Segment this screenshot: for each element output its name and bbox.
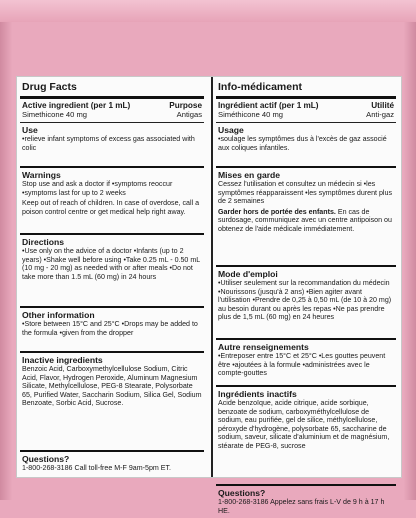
drug-facts-header: Drug Facts [20,79,204,99]
english-column [17,77,207,477]
active-ingredient-section [20,99,204,123]
directions-title: Directions [22,237,65,247]
french-column [211,77,399,515]
ingredients-inactifs-title: Ingrédients inactifs [218,389,297,399]
warning-stop-use: Stop use and ask a doctor if •symptoms reoccur •symptoms last for up to 2 weeks [22,180,173,197]
ingredients-inactifs-section [216,387,396,486]
other-info-text: •Store between 15°C and 25°C •Drops may be added to the formula •given from the dropper [22,320,198,337]
purpose-heading: Purpose [169,101,202,110]
utilite-heading: Utilité [371,101,394,110]
autre-renseignements-text: •Entreposer entre 15°C et 25°C •Les gouttes peuvent être •ajoutées à la formule •administrées avec le compte-gouttes [218,352,386,378]
use-section [20,123,204,168]
questions-fr-text: 1-800-268-3186 Appelez sans frais L-V de 9 h à 17 h HE. [218,498,385,515]
directions-section [20,235,204,308]
other-info-title: Other information [22,310,95,320]
usage-title: Usage [218,125,244,135]
questions-fr-section [216,486,396,518]
mises-en-garde-section [216,168,396,267]
inactive-ingredients-text: Benzoic Acid, Carboxymethylcellulose Sodium, Citric Acid, Flavor, Hydrogen Peroxide, Aluminum Magnesium Silicate, Methylcellulose, PEG-8 Stearate, Polysorbate 65, Purified Water, Saccharin Sodium, Silica Gel, Sodium Benzoate, Sorbic Acid, Sucrose. [22,365,202,408]
questions-title: Questions? [22,454,70,464]
box-top-flap [0,0,416,22]
directions-text: •Use only on the advice of a doctor •Infants (up to 2 years) •Shake well before using •Take 0.25 mL - 0.50 mL (10 mg - 20 mg) as needed with or after meals •Do not take more than 1.5 mL (60 mg) in 24 hours [22,247,200,281]
mises-en-garde-garder-title: Garder hors de portée des enfants. [218,207,336,216]
ingredient-actif-purpose: Anti-gaz [366,110,394,119]
mode-emploi-section [216,267,396,340]
mode-emploi-title: Mode d'emploi [218,269,278,279]
autre-renseignements-title: Autre renseignements [218,342,309,352]
warning-keep-out: Keep out of reach of children. In case of overdose, call a poison control centre or get medical help right away. [22,199,200,216]
active-ingredient-purpose: Antigas [176,110,202,119]
info-medicament-header: Info-médicament [216,79,396,99]
usage-text: •soulage les symptômes dus à l'excès de gaz associé aux coliques infantiles. [218,135,387,152]
mises-en-garde-garder-text: En cas de surdosage, communiquez avec un centre antipoison ou obtenez de l'aide médicale immédiatement. [218,207,392,233]
warnings-title: Warnings [22,170,61,180]
questions-section [20,452,204,476]
inactive-ingredients-title: Inactive ingredients [22,355,103,365]
active-ingredient-name: Simethicone 40 mg [22,110,88,119]
ingredients-inactifs-text: Acide benzoïque, acide citrique, acide sorbique, benzoate de sodium, carboxyméthylcellulose de sodium, eau purifiée, gel de silice, méthylcellulose, péroxyde d'hydrogène, polysorbate 65, saccharine de sodium, saveur, silicate d'aluminium et de magnésium, stéarate de PEG-8, sucrose [218,399,390,450]
use-title: Use [22,125,38,135]
other-info-section [20,308,204,353]
ingredient-actif-section [216,99,396,123]
active-ingredient-heading: Active ingredient (per 1 mL) [22,101,131,110]
mode-emploi-text: •Utiliser seulement sur la recommandation du médecin •Nourissons (jusqu'à 2 ans) •Bien agiter avant l'utilisation •Prendre de 0,25 à 0,50 mL (de 10 à 20 mg) au besoin durant ou après les repas •Ne pas prendre plus de 1,5 mL (60 mg) en 24 heures [218,279,392,322]
questions-fr-title: Questions? [218,488,266,498]
usage-section [216,123,396,168]
inactive-ingredients-section [20,353,204,452]
ingredient-actif-heading: Ingrédient actif (per 1 mL) [218,101,319,110]
questions-text: 1-800-268-3186 Call toll-free M-F 9am-5pm ET. [22,464,172,472]
warnings-section [20,168,204,235]
use-text: •relieve infant symptoms of excess gas associated with colic [22,135,195,152]
mises-en-garde-cessez: Cessez l'utilisation et consultez un médecin si •les symptômes réapparaissent •les symptômes durent plus de 2 semaines [218,180,392,206]
box-right-edge [404,22,416,500]
ingredient-actif-name: Siméthicone 40 mg [218,110,284,119]
drug-facts-label [16,76,402,515]
box-left-edge [0,22,12,500]
autre-renseignements-section [216,340,396,387]
mises-en-garde-title: Mises en garde [218,170,281,180]
